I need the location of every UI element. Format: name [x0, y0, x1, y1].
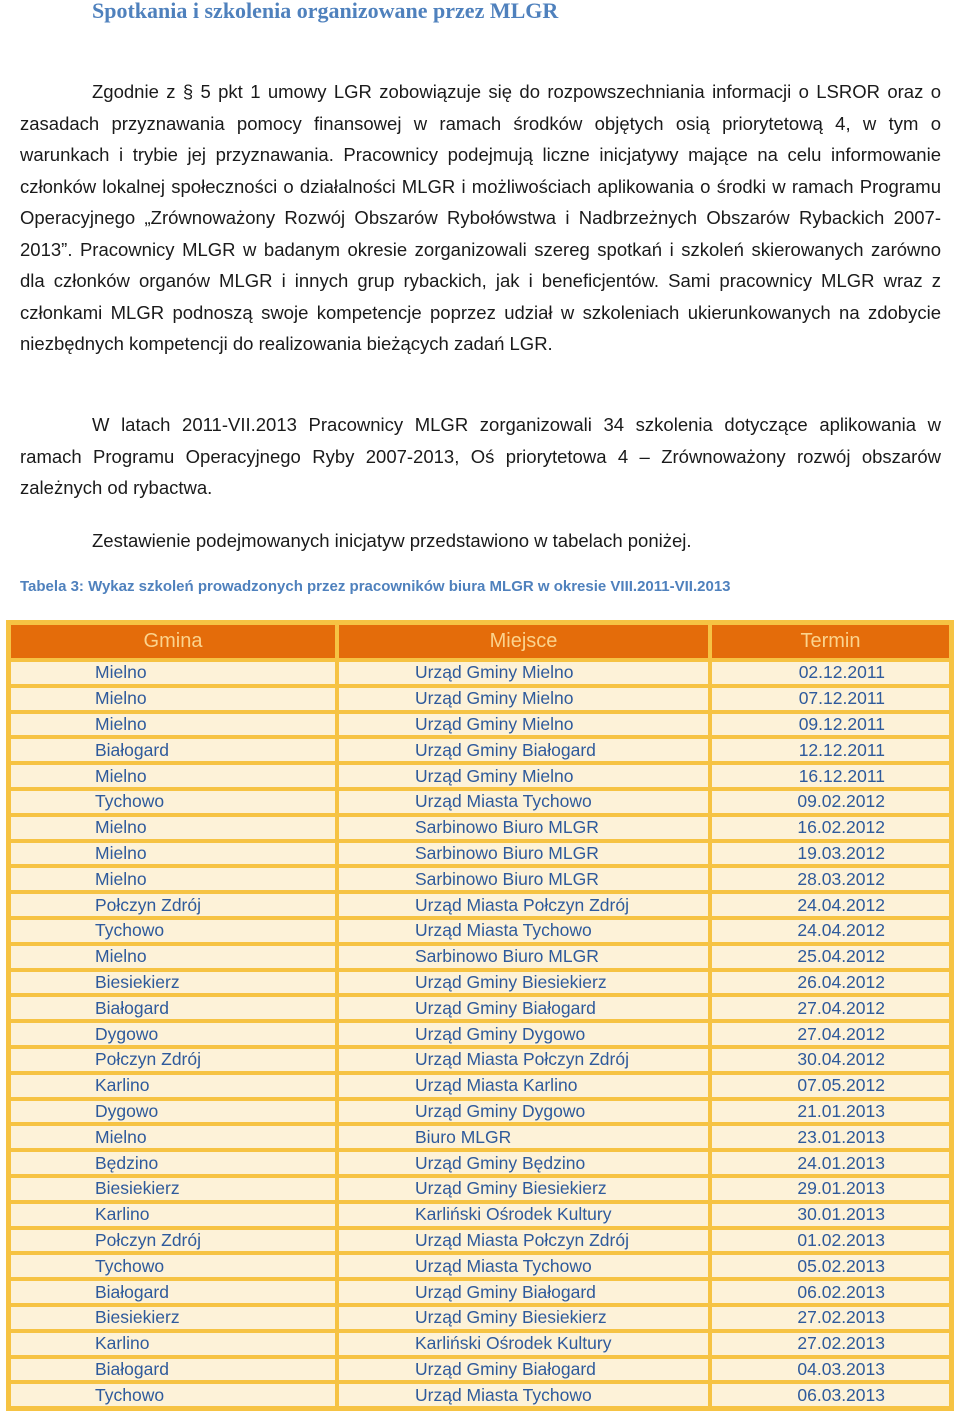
intro-paragraph: Zgodnie z § 5 pkt 1 umowy LGR zobowiązuje się do rozpowszechniania informacji o LSROR oraz o zasadach przyznawania pomocy finansowej w ramach środków objętych osią priorytetową 4, w tym o warunkach i trybie jej przyznawania. Pracownicy podejmują liczne inicjatywy mające na celu informowanie członków lokalnej społeczności o działalności MLGR i możliwościach aplikowania o środki w ramach Programu Operacyjnego „Zrównoważony Rozwój Obszarów Rybołówstwa i Nadbrzeżnych Obszarów Rybackich 2007-2013”. Pracownicy MLGR w badanym okresie zorganizowali szereg spotkań i szkoleń skierowanych zarówno dla członków organów MLGR i innych grup rybackich, jak i beneficjentów. Sami pracownicy MLGR wraz z członkami MLGR podnoszą swoje kompetencje poprzez udział w szkoleniach ukierunkowanych na zdobycie niezbędnych kompetencji do realizowania bieżących zadań LGR. — [20, 81, 941, 354]
table-row — [9, 1202, 951, 1228]
cell-gmina: Dygowo — [9, 1099, 337, 1125]
table-row — [9, 789, 951, 815]
table-row — [9, 686, 951, 712]
table-row — [9, 918, 951, 944]
cell-gmina: Połczyn Zdrój — [9, 1047, 337, 1073]
cell-termin: 09.12.2011 — [710, 712, 951, 738]
cell-miejsce: Urząd Gminy Białogard — [337, 1357, 710, 1383]
cell-gmina: Mielno — [9, 1124, 337, 1150]
table-row — [9, 712, 951, 738]
table-row — [9, 1124, 951, 1150]
cell-miejsce: Urząd Gminy Dygowo — [337, 1099, 710, 1125]
cell-miejsce: Urząd Gminy Mielno — [337, 763, 710, 789]
cell-miejsce: Biuro MLGR — [337, 1124, 710, 1150]
cell-termin: 01.02.2013 — [710, 1228, 951, 1254]
table-row — [9, 1279, 951, 1305]
cell-gmina: Biesiekierz — [9, 970, 337, 996]
header-gmina: Gmina — [9, 623, 337, 660]
table-row — [9, 1176, 951, 1202]
cell-miejsce: Urząd Miasta Połczyn Zdrój — [337, 892, 710, 918]
cell-gmina: Karlino — [9, 1202, 337, 1228]
trainings-table — [6, 620, 954, 1411]
table-row — [9, 815, 951, 841]
table-row — [9, 1228, 951, 1254]
cell-termin: 24.04.2012 — [710, 892, 951, 918]
table-row — [9, 1021, 951, 1047]
cell-gmina: Mielno — [9, 763, 337, 789]
cell-miejsce: Urząd Gminy Białogard — [337, 995, 710, 1021]
cell-gmina: Karlino — [9, 1331, 337, 1357]
cell-termin: 25.04.2012 — [710, 944, 951, 970]
table-row — [9, 944, 951, 970]
table-row — [9, 866, 951, 892]
cell-termin: 12.12.2011 — [710, 737, 951, 763]
table-row — [9, 841, 951, 867]
header-termin: Termin — [710, 623, 951, 660]
cell-gmina: Tychowo — [9, 918, 337, 944]
cell-termin: 05.02.2013 — [710, 1253, 951, 1279]
cell-termin: 27.04.2012 — [710, 1021, 951, 1047]
cell-gmina: Białogard — [9, 1279, 337, 1305]
cell-gmina: Białogard — [9, 737, 337, 763]
cell-gmina: Mielno — [9, 686, 337, 712]
cell-gmina: Mielno — [9, 815, 337, 841]
cell-gmina: Tychowo — [9, 1382, 337, 1408]
cell-miejsce: Urząd Gminy Białogard — [337, 1279, 710, 1305]
table-row — [9, 1099, 951, 1125]
cell-gmina: Karlino — [9, 1073, 337, 1099]
cell-termin: 28.03.2012 — [710, 866, 951, 892]
cell-miejsce: Urząd Gminy Będzino — [337, 1150, 710, 1176]
page-title: Spotkania i szkolenia organizowane przez MLGR — [92, 0, 559, 23]
cell-miejsce: Urząd Gminy Mielno — [337, 686, 710, 712]
table-row — [9, 892, 951, 918]
cell-termin: 16.12.2011 — [710, 763, 951, 789]
cell-miejsce: Urząd Gminy Biesiekierz — [337, 1305, 710, 1331]
cell-miejsce: Sarbinowo Biuro MLGR — [337, 841, 710, 867]
cell-gmina: Mielno — [9, 841, 337, 867]
table-row — [9, 763, 951, 789]
cell-gmina: Dygowo — [9, 1021, 337, 1047]
cell-miejsce: Urząd Miasta Połczyn Zdrój — [337, 1047, 710, 1073]
cell-miejsce: Urząd Gminy Biesiekierz — [337, 1176, 710, 1202]
cell-termin: 24.01.2013 — [710, 1150, 951, 1176]
table-row — [9, 1150, 951, 1176]
cell-miejsce: Urząd Miasta Tychowo — [337, 1253, 710, 1279]
cell-miejsce: Urząd Miasta Tychowo — [337, 1382, 710, 1408]
table-row — [9, 1253, 951, 1279]
cell-gmina: Mielno — [9, 866, 337, 892]
cell-miejsce: Urząd Miasta Połczyn Zdrój — [337, 1228, 710, 1254]
table-row — [9, 1073, 951, 1099]
cell-termin: 09.02.2012 — [710, 789, 951, 815]
cell-termin: 16.02.2012 — [710, 815, 951, 841]
cell-gmina: Mielno — [9, 660, 337, 686]
table-row — [9, 737, 951, 763]
cell-termin: 06.02.2013 — [710, 1279, 951, 1305]
cell-termin: 27.02.2013 — [710, 1331, 951, 1357]
cell-termin: 04.03.2013 — [710, 1357, 951, 1383]
cell-miejsce: Sarbinowo Biuro MLGR — [337, 815, 710, 841]
cell-termin: 07.12.2011 — [710, 686, 951, 712]
cell-termin: 30.04.2012 — [710, 1047, 951, 1073]
cell-termin: 30.01.2013 — [710, 1202, 951, 1228]
cell-gmina: Połczyn Zdrój — [9, 1228, 337, 1254]
cell-gmina: Biesiekierz — [9, 1176, 337, 1202]
cell-miejsce: Sarbinowo Biuro MLGR — [337, 866, 710, 892]
cell-gmina: Białogard — [9, 995, 337, 1021]
cell-termin: 23.01.2013 — [710, 1124, 951, 1150]
cell-termin: 24.04.2012 — [710, 918, 951, 944]
cell-gmina: Biesiekierz — [9, 1305, 337, 1331]
cell-termin: 21.01.2013 — [710, 1099, 951, 1125]
cell-gmina: Mielno — [9, 712, 337, 738]
table-row — [9, 1047, 951, 1073]
cell-gmina: Białogard — [9, 1357, 337, 1383]
cell-gmina: Mielno — [9, 944, 337, 970]
cell-miejsce: Sarbinowo Biuro MLGR — [337, 944, 710, 970]
table-row — [9, 970, 951, 996]
cell-gmina: Połczyn Zdrój — [9, 892, 337, 918]
cell-termin: 27.02.2013 — [710, 1305, 951, 1331]
cell-termin: 19.03.2012 — [710, 841, 951, 867]
table-row — [9, 1305, 951, 1331]
cell-gmina: Tychowo — [9, 1253, 337, 1279]
table-intro-paragraph: Zestawienie podejmowanych inicjatyw przedstawiono w tabelach poniżej. — [92, 530, 692, 551]
cell-miejsce: Urząd Miasta Tychowo — [337, 918, 710, 944]
table-row — [9, 1331, 951, 1357]
cell-termin: 26.04.2012 — [710, 970, 951, 996]
summary-paragraph: W latach 2011-VII.2013 Pracownicy MLGR zorganizowali 34 szkolenia dotyczące aplikowania w ramach Programu Operacyjnego Ryby 2007-2013, Oś priorytetowa 4 – Zrównoważony rozwój obszarów zależnych od rybactwa. — [20, 414, 941, 498]
table-row — [9, 1357, 951, 1383]
cell-gmina: Tychowo — [9, 789, 337, 815]
cell-termin: 27.04.2012 — [710, 995, 951, 1021]
cell-termin: 07.05.2012 — [710, 1073, 951, 1099]
table-row — [9, 995, 951, 1021]
cell-miejsce: Urząd Gminy Mielno — [337, 660, 710, 686]
cell-miejsce: Urząd Miasta Tychowo — [337, 789, 710, 815]
header-miejsce: Miejsce — [337, 623, 710, 660]
table-row — [9, 660, 951, 686]
cell-miejsce: Karliński Ośrodek Kultury — [337, 1202, 710, 1228]
cell-miejsce: Urząd Gminy Mielno — [337, 712, 710, 738]
cell-termin: 06.03.2013 — [710, 1382, 951, 1408]
cell-gmina: Będzino — [9, 1150, 337, 1176]
cell-miejsce: Karliński Ośrodek Kultury — [337, 1331, 710, 1357]
cell-miejsce: Urząd Gminy Dygowo — [337, 1021, 710, 1047]
cell-miejsce: Urząd Miasta Karlino — [337, 1073, 710, 1099]
cell-termin: 02.12.2011 — [710, 660, 951, 686]
table-header-row — [9, 623, 951, 660]
table-row — [9, 1382, 951, 1408]
table-body — [9, 660, 951, 1408]
cell-miejsce: Urząd Gminy Białogard — [337, 737, 710, 763]
cell-termin: 29.01.2013 — [710, 1176, 951, 1202]
table-caption: Tabela 3: Wykaz szkoleń prowadzonych przez pracowników biura MLGR w okresie VIII.2011-VII.2013 — [20, 578, 731, 595]
cell-miejsce: Urząd Gminy Biesiekierz — [337, 970, 710, 996]
